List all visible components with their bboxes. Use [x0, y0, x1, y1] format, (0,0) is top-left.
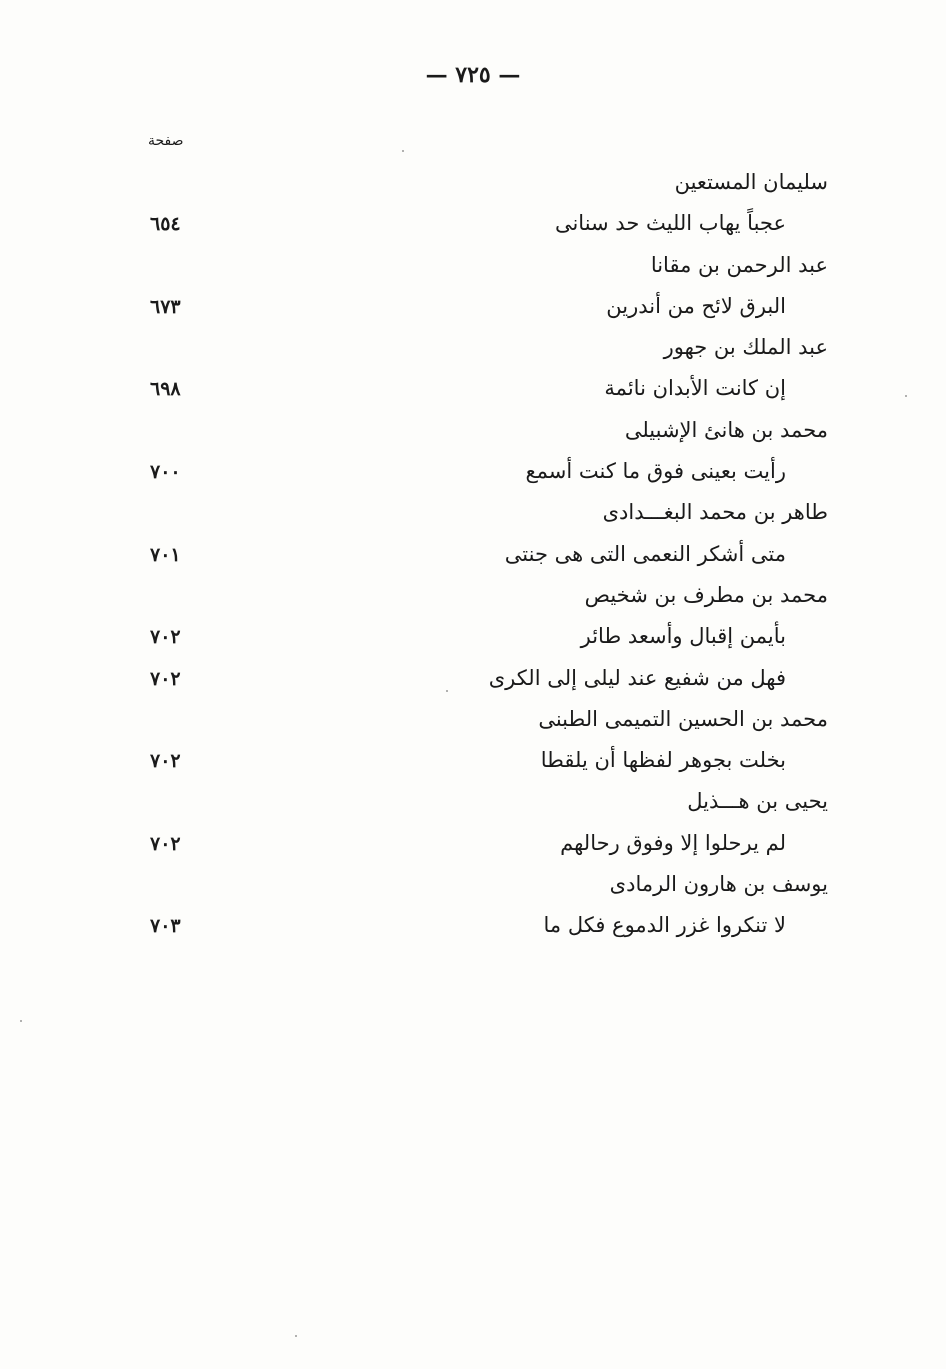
page-reference: ٧٠٢	[150, 832, 181, 855]
verse-entry	[0, 374, 946, 415]
verse-entry	[0, 664, 946, 705]
page-reference: ٧٠٢	[150, 750, 181, 773]
poet-name: يوسف بن هارون الرمادى	[609, 872, 828, 897]
poet-entry	[0, 705, 946, 746]
verse-entry	[0, 622, 946, 663]
paper-speck	[295, 1335, 297, 1337]
paper-speck	[446, 690, 448, 692]
poet-name: محمد بن هانئ الإشبيلى	[624, 417, 828, 442]
paper-speck	[20, 1020, 22, 1022]
page-reference: ٧٠١	[150, 543, 181, 566]
poet-name: محمد بن الحسين التميمى الطبنى	[538, 706, 828, 731]
verse-incipit: بخلت بجوهر لفظها أن يلقطا	[540, 748, 786, 773]
poet-name: عبد الملك بن جهور	[663, 335, 828, 360]
verse-incipit: عجباً يهاب الليث حد سنانى	[554, 211, 786, 236]
poet-entry	[0, 416, 946, 457]
poet-name: سليمان المستعين	[674, 170, 828, 194]
index-list	[0, 168, 946, 953]
page-reference: ٦٥٤	[150, 213, 181, 236]
page-reference: ٦٧٣	[150, 295, 181, 318]
poet-entry	[0, 498, 946, 539]
poet-entry	[0, 251, 946, 292]
verse-incipit: متى أشكر النعمى التى هى جنتى	[504, 541, 786, 566]
poet-entry	[0, 787, 946, 828]
page-reference: ٧٠٢	[150, 667, 181, 690]
page-number: — ٧٢٥ —	[425, 62, 521, 88]
poet-entry	[0, 581, 946, 622]
verse-entry	[0, 911, 946, 952]
page-reference: ٧٠٠	[150, 461, 181, 484]
paper-speck	[402, 150, 404, 152]
verse-incipit: بأيمن إقبال وأسعد طائر	[580, 624, 786, 649]
verse-entry	[0, 746, 946, 787]
verse-entry	[0, 457, 946, 498]
page-reference: ٧٠٣	[150, 915, 181, 938]
poet-name: طاهر بن محمد البغـــدادى	[602, 500, 828, 525]
paper-speck	[905, 395, 907, 397]
page-reference: ٦٩٨	[150, 378, 181, 401]
verse-incipit: لا تنكروا غزر الدموع فكل ما	[543, 913, 786, 938]
verse-entry	[0, 829, 946, 870]
poet-entry	[0, 870, 946, 911]
poet-name: محمد بن مطرف بن شخيص	[584, 582, 828, 607]
verse-entry	[0, 540, 946, 581]
poet-entry	[0, 168, 946, 209]
page-column-label: صفحة	[148, 133, 184, 149]
verse-entry	[0, 292, 946, 333]
poet-name: عبد الرحمن بن مقانا	[650, 252, 828, 277]
verse-incipit: رأيت بعينى فوق ما كنت أسمع	[525, 459, 786, 484]
poet-entry	[0, 333, 946, 374]
verse-incipit: فهل من شفيع عند ليلى إلى الكرى	[488, 665, 786, 690]
verse-incipit: لم يرحلوا إلا وفوق رحالهم	[560, 830, 786, 855]
poet-name: يحيى بن هـــذيل	[687, 789, 828, 814]
verse-incipit: البرق لائح من أندرين	[606, 293, 786, 318]
verse-entry	[0, 209, 946, 250]
verse-incipit: إن كانت الأبدان نائمة	[604, 376, 786, 401]
page-reference: ٧٠٢	[150, 626, 181, 649]
